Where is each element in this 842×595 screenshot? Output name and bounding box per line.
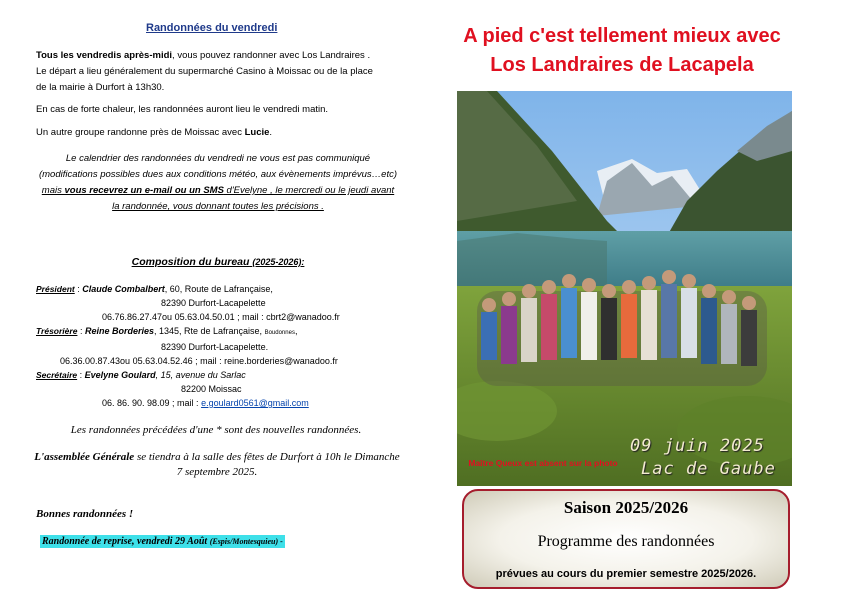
composition-title (38, 256, 398, 268)
main-title-line1: A pied c'est tellement mieux avec (463, 25, 781, 47)
ag-text: se tiendra à la salle des fêtes de Durfort à 10h le Dimanche 7 septembre 2025. (134, 451, 400, 478)
paragraph-vendredi (36, 48, 381, 96)
new-rando-note: Les randonnées précédées d'une * sont des nouvelles randonnées. (70, 424, 362, 436)
secretary-role: Secrétaire (36, 370, 78, 380)
programme-subtitle: prévues au cours du premier semestre 2025/2026. (495, 568, 757, 580)
treasurer-role: Trésorière (36, 326, 78, 336)
reprise-place: (Espis/Montesquieu) - (209, 537, 283, 546)
composition-years: (2025-2026): (252, 257, 305, 267)
treasurer-addr2: 82390 Durfort-Lacapelette. (161, 342, 269, 352)
calendrier-email-sms: vous recevrez un e-mail ou un SMS (64, 185, 224, 196)
secretary-phone: 06. 86. 90. 98.09 ; mail : (102, 398, 202, 408)
main-title-line2: Los Landraires de Lacapela (490, 54, 754, 76)
programme-title: Programme des randonnées (537, 533, 715, 550)
president-addr1: , 60, Route de Lafrançaise, (164, 284, 273, 294)
president-line: Président : Claude Combalbert, 60, Route de Lafrançaise, (36, 284, 273, 294)
photo-date: 09 juin 2025 (630, 436, 765, 456)
president-name: Claude Combalbert (82, 284, 165, 294)
treasurer-addr-small: Boudonnes (264, 330, 295, 336)
composition-title-text: Composition du bureau (131, 256, 250, 268)
section-title-vendredi: Randonnées du vendredi (146, 22, 278, 34)
main-title (420, 22, 824, 80)
photo-credit: Maître Queux est absent sur la photo (468, 458, 618, 468)
group-photo (457, 91, 792, 486)
secretary-addr1: , 15, avenue du Sarlac (155, 370, 246, 380)
secretary-line: Secrétaire : Evelyne Goulard, 15, avenue du Sarlac (36, 370, 246, 380)
paragraph-vendredi-text: , vous pouvez randonner avec Los Landraires . Le départ a lieu généralement du supermarché Casino à Moissac ou de la place de la mairie à Durfort à 13h30. (36, 50, 373, 93)
bonnes-randonnees: Bonnes randonnées ! (36, 508, 134, 520)
secretary-email-link[interactable]: e.goulard0561@gmail.com (201, 398, 309, 408)
treasurer-name: Reine Borderies (84, 326, 154, 336)
treasurer-addr1: , 1345, Rte de Lafrançaise, (153, 326, 263, 336)
paragraph-moissac-end: . (269, 127, 273, 138)
calendrier-text: Le calendrier des randonnées du vendredi ne vous est pas communiqué (modifications possibles dues aux conditions météo, aux évènements imprévus…etc) (38, 153, 397, 180)
secretary-contact (36, 396, 406, 410)
bureau-list (36, 282, 406, 410)
assemblee-generale (34, 450, 400, 480)
paragraph-moissac (36, 127, 381, 138)
saison-title: Saison 2025/2026 (563, 498, 689, 517)
president-addr2: 82390 Durfort-Lacapelette (161, 298, 266, 308)
bold-vendredi: Tous les vendredis après-midi (36, 50, 173, 61)
reprise-text: Randonnée de reprise, vendredi 29 Août (42, 536, 208, 547)
president-role: Président (36, 284, 75, 294)
reprise-highlight (40, 535, 285, 548)
paragraph-chaleur: En cas de forte chaleur, les randonnées auront lieu le vendredi matin. (36, 104, 329, 115)
paragraph-moissac-text: Un autre groupe randonne près de Moissac avec (36, 127, 245, 138)
ag-bold: L'assemblée Générale (34, 451, 135, 463)
president-contact: 06.76.86.27.47ou 05.63.04.50.01 ; mail : cbrt2@wanadoo.fr (102, 312, 340, 322)
calendrier-mais: mais (41, 185, 65, 196)
name-lucie: Lucie (244, 127, 270, 138)
photo-location: Lac de Gaube (641, 459, 776, 479)
calendrier-evelyne: d'Evelyne , le mercredi ou le jeudi avant la randonnée, vous donnant toutes les précisions . (112, 185, 395, 212)
group-photo-illustration (457, 91, 792, 486)
secretary-addr2: 82200 Moissac (181, 384, 242, 394)
paragraph-calendrier (38, 151, 398, 215)
treasurer-contact: 06.36.00.87.43ou 05.63.04.52.46 ; mail : reine.borderies@wanadoo.fr (60, 356, 338, 366)
treasurer-line: Trésorière : Reine Borderies, 1345, Rte de Lafrançaise, Boudonnes, (36, 326, 298, 336)
secretary-name: Evelyne Goulard (84, 370, 156, 380)
